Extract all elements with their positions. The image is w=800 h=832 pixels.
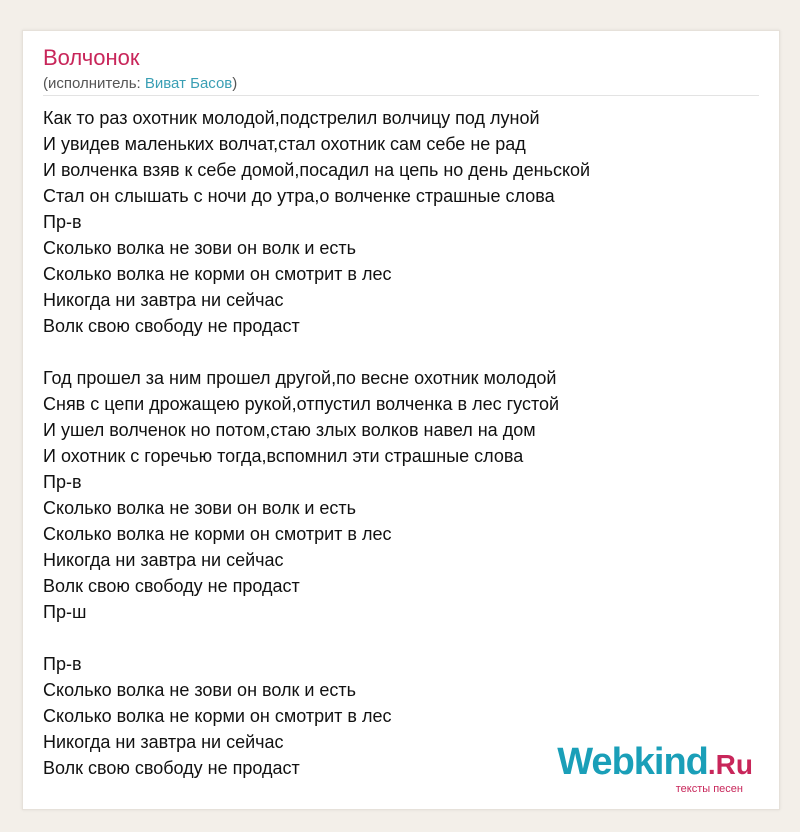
artist-link[interactable]: Виват Басов [144,75,233,92]
lyric-line: Пр-в [43,472,82,492]
title-divider [43,95,759,96]
logo-wordmark [557,741,753,784]
song-title: Волчонок [43,45,140,70]
lyric-line: Сколько волка не зови он волк и есть [43,498,357,518]
lyric-line: Сколько волка не корми он смотрит в лес [43,264,392,284]
lyric-line: Никогда ни завтра ни сейчас [43,290,284,310]
lyric-line: Пр-в [43,654,82,674]
artist-suffix: ) [232,75,238,92]
lyric-line: И волченка взяв к себе домой,посадил на цепь но день деньской [43,160,591,180]
lyric-line: Год прошел за ним прошел другой,по весне охотник молодой [43,368,557,388]
lyric-line: Никогда ни завтра ни сейчас [43,732,284,752]
lyric-line: Волк свою свободу не продаст [43,316,300,336]
site-logo[interactable] [553,741,753,801]
stanza-gap [43,625,759,651]
lyric-line: Как то раз охотник молодой,подстрелил волчицу под луной [43,108,540,128]
stanza-gap [43,339,759,365]
lyric-line: Волк свою свободу не продаст [43,576,300,596]
lyric-line: И увидев маленьких волчат,стал охотник сам себе не рад [43,134,526,154]
logo-tld: .Ru [707,749,753,780]
lyric-line: Пр-ш [43,602,87,622]
logo-name: Webkind [557,741,708,783]
lyric-line: Сколько волка не зови он волк и есть [43,238,357,258]
lyric-line: И ушел волченок но потом,стаю злых волков навел на дом [43,420,536,440]
lyric-line: Пр-в [43,212,82,232]
lyric-line: Никогда ни завтра ни сейчас [43,550,284,570]
lyric-line: Сколько волка не корми он смотрит в лес [43,524,392,544]
artist-line [43,75,237,92]
lyric-line: Сняв с цепи дрожащею рукой,отпустил волченка в лес густой [43,394,560,414]
logo-tagline: тексты песен [675,783,743,795]
artist-prefix: (исполнитель: [43,75,145,92]
lyric-line: Сколько волка не корми он смотрит в лес [43,706,392,726]
lyric-line: Сколько волка не зови он волк и есть [43,680,357,700]
lyrics-page [22,30,780,810]
lyric-line: Стал он слышать с ночи до утра,о волченке страшные слова [43,186,555,206]
lyrics-text [43,105,759,781]
lyric-line: Волк свою свободу не продаст [43,758,300,778]
lyric-line: И охотник с горечью тогда,вспомнил эти страшные слова [43,446,524,466]
